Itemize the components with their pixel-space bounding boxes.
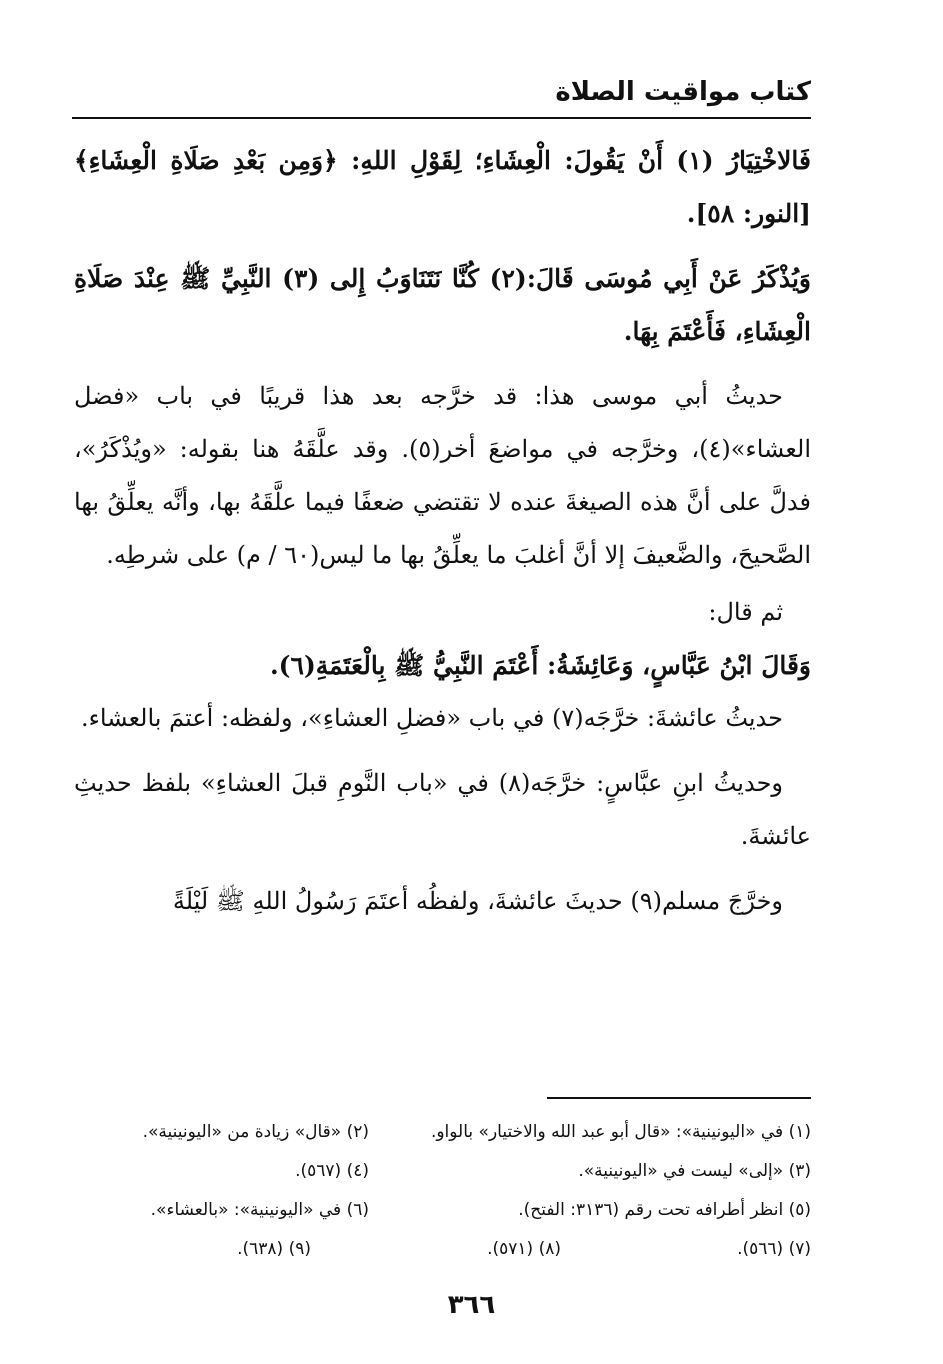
paragraph-hadith-text: فَالاخْتِيَارُ (١) أَنْ يَقُولَ: الْعِشَاءِ؛ لِقَوْلِ اللهِ: ﴿وَمِن بَعْدِ صَلَاةِ الْعِشَاءِ﴾ [النور: ٥٨]. — [74, 146, 811, 228]
footnote-rule — [547, 1097, 811, 1099]
header-rule — [72, 117, 811, 119]
footnote-row — [76, 1113, 811, 1152]
paragraph-hadith-text: وَقَالَ ابْنُ عَبَّاسٍ، وَعَائِشَةُ: أَعْتَمَ النَّبِيُّ ﷺ بِالْعَتَمَةِ(٦). — [269, 651, 811, 680]
paragraph-commentary: وخرَّجَ مسلم(٩) حديثَ عائشةَ، ولفظُه أعتَمَ رَسُولُ اللهِ ﷺ لَيْلَةً — [172, 887, 783, 915]
paragraph-commentary: حديثُ عائشةَ: خرَّجَه(٧) في باب «فضلِ العشاءِ»، ولفظه: أعتمَ بالعشاء. — [80, 704, 783, 732]
footnotes — [76, 1113, 811, 1269]
paragraph-commentary: وحديثُ ابنِ عبَّاسٍ: خرَّجَه(٨) في «باب النَّومِ قبلَ العشاءِ» بلفظ حديثِ عائشةَ. — [74, 769, 811, 850]
footnote: (٥) انظر أطرافه تحت رقم (٣١٣٦: الفتح). — [518, 1200, 811, 1220]
footnote: (٨) (٥٧١). — [487, 1239, 561, 1259]
footnote: (٣) «إلى» ليست في «اليونينية». — [578, 1161, 811, 1181]
footnote-row — [76, 1152, 811, 1191]
paragraph-hadith-text: وَيُذْكَرُ عَنْ أَبِي مُوسَى قَالَ:(٢) كُنَّا نَتَنَاوَبُ إِلى (٣) النَّبِيِّ ﷺ عِنْدَ صَلَاةِ الْعِشَاءِ، فَأَعْتَمَ بِهَا. — [74, 264, 811, 346]
footnote: (١) في «اليونينية»: «قال أبو عبد الله والاختيار» بالواو. — [430, 1122, 811, 1142]
footnote: (٦) في «اليونينية»: «بالعشاء». — [150, 1200, 369, 1220]
footnote-row — [76, 1191, 811, 1230]
main-text — [74, 134, 811, 928]
footnote: (٢) «قال» زيادة من «اليونينية». — [142, 1122, 369, 1142]
footnote: (٩) (٦٣٨). — [237, 1239, 311, 1259]
footnote: (٧) (٥٦٦). — [737, 1239, 811, 1259]
footnote-row — [76, 1230, 811, 1269]
paragraph-commentary: ثم قال: — [708, 598, 783, 626]
running-head: كتاب مواقيت الصلاة — [555, 77, 811, 107]
page-number: ٣٦٦ — [447, 1290, 496, 1320]
footnote: (٤) (٥٦٧). — [295, 1161, 369, 1181]
paragraph-commentary: حديثُ أبي موسى هذا: قد خرَّجه بعد هذا قريبًا في باب «فضل العشاء»(٤)، وخرَّجه في مواضعَ أخر(٥). وقد علَّقَهُ هنا بقوله: «ويُذْكَرُ»، فدلَّ على أنَّ هذه الصيغةَ عنده لا تقتضي ضعفًا فيما علَّقَهُ بها، وأنَّه يعلِّقُ بها الصَّحيحَ، والضَّعيفَ إلا أنَّ أغلبَ ما يعلِّقُ بها ما ليس(٦٠ / م) على شرطِه. — [74, 382, 811, 569]
